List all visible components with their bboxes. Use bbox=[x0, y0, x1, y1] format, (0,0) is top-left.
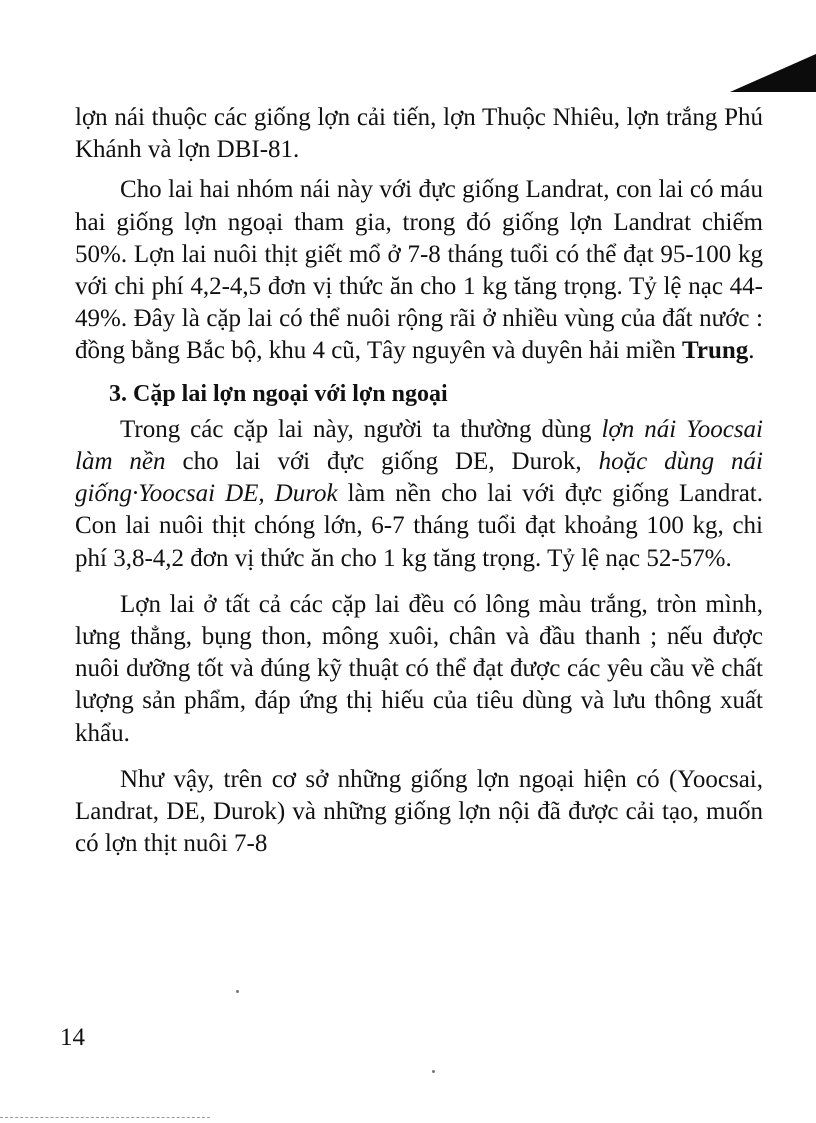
italic-phrase: hoặc dùng nái giống·Yoocsai DE, Durok bbox=[75, 448, 764, 508]
paragraph-foreign-cross bbox=[75, 414, 763, 575]
paragraph-text: cho lai với đực giống DE, Durok, bbox=[165, 448, 599, 476]
page-body bbox=[75, 102, 763, 860]
paragraph-conclusion: Như vậy, trên cơ sở những giống lợn ngoại hiện có (Yoocsai, Landrat, DE, Durok) và những giống lợn nội đã được cải tạo, muốn có lợn thịt nuôi 7-8 bbox=[75, 765, 763, 858]
paragraph-text: làm nền cho lai với đực giống Landrat. Con lai nuôi thịt chóng lớn, 6-7 tháng tuổi đạt khoảng 100 kg, chi phí 3,8-4,2 đơn vị thức ăn cho 1 kg tăng trọng. Tỷ lệ nạc 52-57%. bbox=[75, 480, 763, 572]
italic-phrase: lợn nái Yoocsai làm nền bbox=[75, 415, 763, 476]
page-corner-mark bbox=[730, 38, 816, 92]
bold-word: Trung bbox=[682, 337, 749, 365]
paragraph-characteristics: Lợn lai ở tất cả các cặp lai đều có lông màu trắng, tròn mình, lưng thẳng, bụng thon, mông xuôi, chân và đầu thanh ; nếu được nuôi dưỡng tốt và đúng kỹ thuật có thể đạt được các yêu cầu về chất lượng sản phẩm, đáp ứng thị hiếu của tiêu dùng và lưu thông xuất khẩu. bbox=[75, 590, 763, 747]
page-number: 14 bbox=[60, 1024, 85, 1051]
paragraph-crossbreed-landrat bbox=[75, 174, 763, 367]
scan-speck bbox=[432, 1070, 435, 1073]
paragraph-continuation: lợn nái thuộc các giống lợn cải tiến, lợn Thuộc Nhiêu, lợn trắng Phú Khánh và lợn DBI-81. bbox=[75, 104, 763, 164]
paragraph-text: Cho lai hai nhóm nái này với đực giống Landrat, con lai có máu hai giống lợn ngoại tham gia, trong đó giống lợn Landrat chiếm 50%. Lợn lai nuôi thịt giết mổ ở 7-8 tháng tuổi có thể đạt 95-100 kg với chi phí 4,2-4,5 đơn vị thức ăn cho 1 kg tăng trọng. Tỷ lệ nạc 44-49%. Đây là cặp lai có thể nuôi rộng rãi ở nhiều vùng của đất nước : đồng bằng Bắc bộ, khu 4 cũ, Tây nguyên và duyên hải miền bbox=[75, 176, 763, 365]
scan-speck bbox=[236, 990, 239, 993]
footer-rule bbox=[0, 1117, 210, 1118]
paragraph-text: Trong các cặp lai này, người ta thường dùng bbox=[120, 415, 602, 443]
section-heading: 3. Cặp lai lợn ngoại với lợn ngoại bbox=[109, 380, 448, 407]
paragraph-punctuation: . bbox=[748, 337, 755, 365]
